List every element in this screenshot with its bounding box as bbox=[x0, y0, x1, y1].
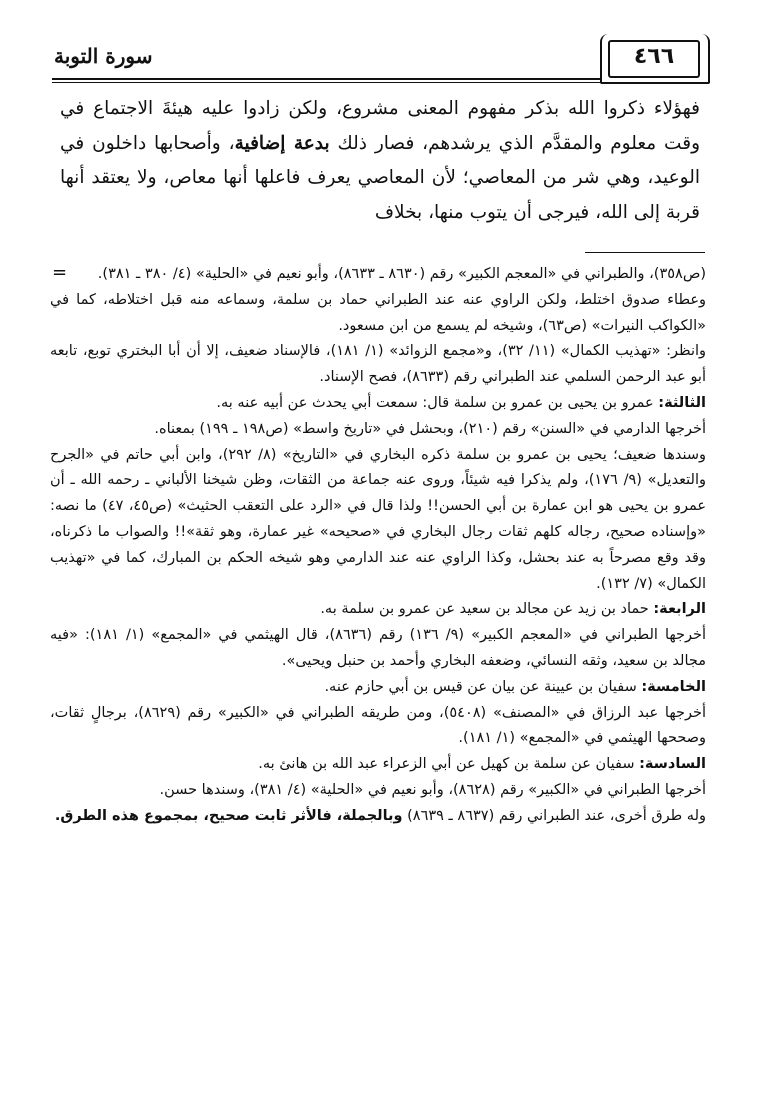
footnote-para bbox=[50, 804, 706, 830]
footnote-para: أخرجها عبد الرزاق في «المصنف» (٥٤٠٨)، ومن طريقه الطبراني في «الكبير» رقم (٨٦٢٩)، برجالٍ ثقات، وصححها الهيثمي في «المجمع» (١/ ١٨١). bbox=[50, 704, 706, 747]
continuation-mark: = bbox=[52, 262, 68, 283]
footnote-para: أخرجها الطبراني في «المعجم الكبير» (٩/ ١٣٦) رقم (٨٦٣٦)، قال الهيثمي في «المجمع» (١/ ١٨١): «فيه مجالد بن سعيد، وثقه النسائي، وضعفه البخاري وأحمد بن حنبل ويحيى». bbox=[50, 627, 706, 669]
header-rule bbox=[52, 78, 600, 80]
footnote-para bbox=[50, 391, 706, 417]
footnote-para: أخرجها الدارمي في «السنن» رقم (٢١٠)، وبحشل في «تاريخ واسط» (ص١٩٨ ـ ١٩٩) بمعناه. bbox=[154, 420, 706, 437]
route-text: سفيان عن سلمة بن كهيل عن أبي الزعراء عبد الله بن هانئ به. bbox=[258, 756, 640, 773]
route-text: وله طرق أخرى، عند الطبراني رقم (٨٦٣٧ ـ ٨٦٣٩) bbox=[402, 807, 706, 824]
footnote-para bbox=[50, 752, 706, 778]
main-paragraph bbox=[60, 92, 700, 230]
route-label: الرابعة: bbox=[653, 601, 706, 618]
header-rule-thin bbox=[52, 82, 600, 83]
route-label: السادسة: bbox=[639, 756, 706, 773]
footnote-para: أخرجها الطبراني في «الكبير» رقم (٨٦٢٨)، وأبو نعيم في «الحلية» (٤/ ٣٨١)، وسندها حسن. bbox=[159, 781, 706, 798]
main-text-part-1: فهؤلاء ذكروا الله بذكر مفهوم المعنى مشروع، ولكن زادوا عليه هيئةَ الاجتماع في وقت معلوم والمقدَّم الذي يرشدهم، فصار ذلك bbox=[60, 98, 701, 154]
route-text: حماد بن زيد عن مجالد بن سعيد عن عمرو بن سلمة به. bbox=[320, 601, 654, 618]
footnote-para bbox=[50, 597, 706, 623]
footnote-divider bbox=[585, 252, 705, 253]
page-number-frame-icon bbox=[608, 40, 700, 78]
conclusion-bold: وبالجملة، فالأثر ثابت صحيح، بمجموع هذه الطرق. bbox=[54, 807, 403, 824]
page-number: ٤٦٦ bbox=[633, 44, 675, 69]
main-text-part-2: ، وأصحابها داخلون في الوعيد، وهي شر من المعاصي؛ لأن المعاصي يعرف فاعلها أنها معاص، ولا يعتقد أنها قربة إلى الله، فيرجى أن يتوب منها، بخلاف bbox=[60, 132, 700, 223]
main-text bbox=[60, 92, 700, 230]
route-text: عمرو بن يحيى بن عمرو بن سلمة قال: سمعت أبي يحدث عن أبيه عنه به. bbox=[216, 394, 659, 411]
footnote-para bbox=[50, 675, 706, 701]
page-header bbox=[52, 34, 712, 88]
route-label: الخامسة: bbox=[641, 678, 706, 695]
footnote-para: وعطاء صدوق اختلط، ولكن الراوي عنه عند الطبراني حماد بن سلمة، وسماعه منه قبل اختلاطه، كما في «الكواكب النيرات» (ص٦٣)، وشيخه لم يسمع من ابن مسعود. bbox=[50, 291, 706, 334]
route-text: سفيان بن عيينة عن بيان عن قيس بن أبي حازم عنه. bbox=[324, 678, 642, 695]
surah-title: سورة التوبة bbox=[54, 44, 153, 68]
footnote-para: (ص٣٥٨)، والطبراني في «المعجم الكبير» رقم (٨٦٣٠ ـ ٨٦٣٣)، وأبو نعيم في «الحلية» (٤/ ٣٨٠ ـ ٣٨١). bbox=[97, 266, 706, 282]
main-bold-term: بدعة إضافية bbox=[234, 132, 330, 154]
footnotes bbox=[50, 262, 706, 830]
route-label: الثالثة: bbox=[658, 394, 706, 411]
footnote-para: وسندها ضعيف؛ يحيى بن عمرو بن سلمة ذكره البخاري في «التاريخ» (٨/ ٢٩٢)، وابن أبي حاتم في «الجرح والتعديل» (٩/ ١٧٦)، ولم يذكرا فيه شيئاً، وروى عنه جماعة من الثقات، وظن شيخنا الألباني ـ رحمه الله ـ أن عمرو بن يحيى هو ابن عمارة بن أبي الحسن!! ولذا قال في «الرد على التعقب الحثيث» (ص٤٥، ٤٧) ما نصه: «وإسناده صحيح، رجاله كلهم ثقات رجال البخاري في «صحيحه» غير عمارة، وهو ثقة»!! والصواب ما ذكرناه، وقد وقع مصرحاً به عند بحشل، وكذا الراوي عنه عند الدارمي وهو شيخه الحكم بن المبارك، كما في «تهذيب الكمال» (٧/ ١٣٢). bbox=[50, 446, 706, 592]
footnote-para: وانظر: «تهذيب الكمال» (١١/ ٣٢)، و«مجمع الزوائد» (١/ ١٨١)، فالإسناد ضعيف، إلا أن أبا البختري توبع، تابعه أبو عبد الرحمن السلمي عند الطبراني رقم (٨٦٣٣)، فصح الإسناد. bbox=[50, 343, 707, 386]
